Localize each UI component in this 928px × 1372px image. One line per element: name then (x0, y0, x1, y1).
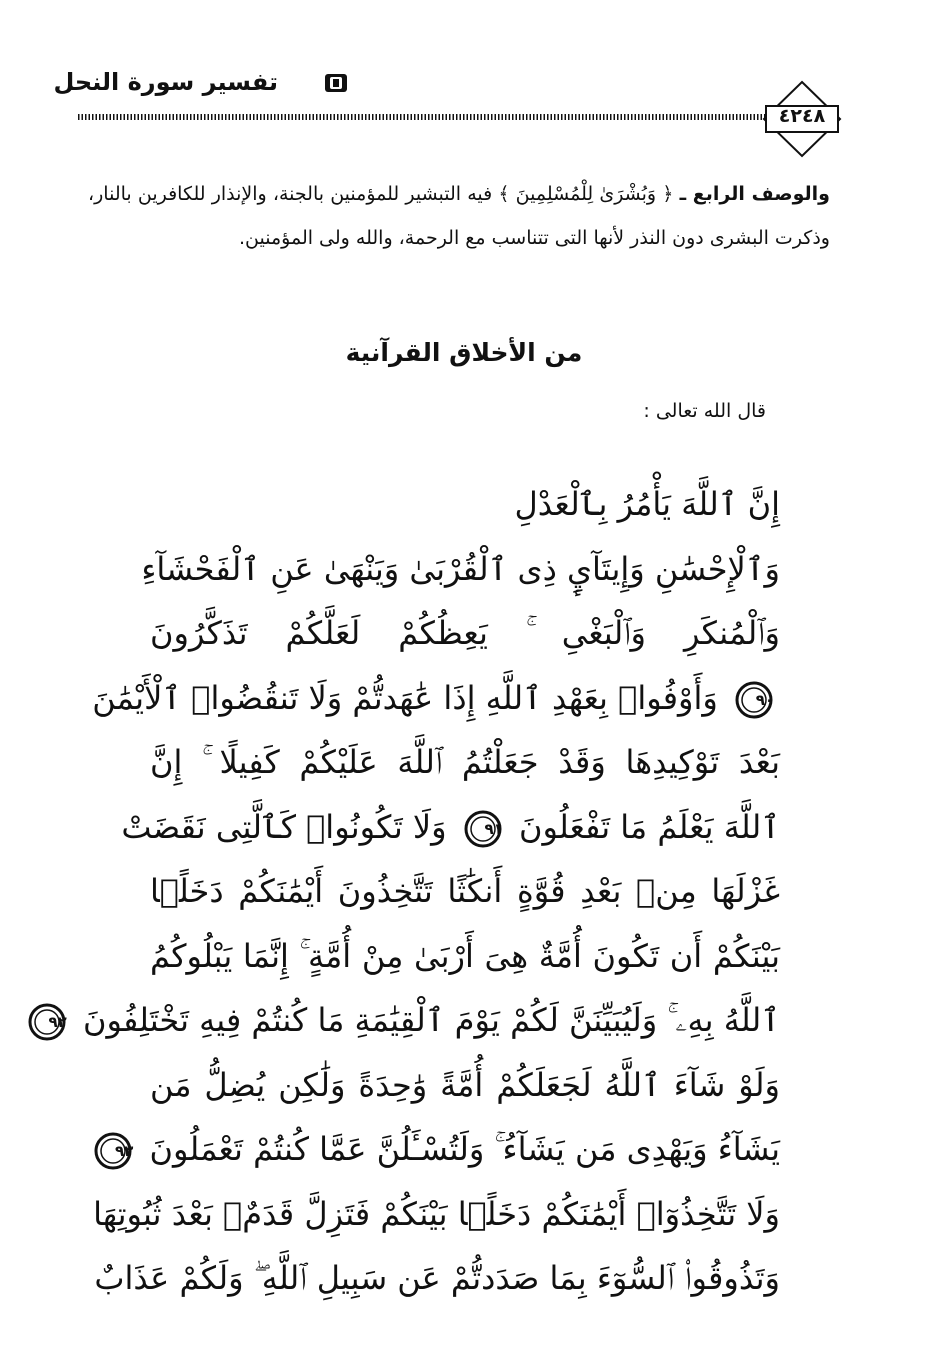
page-number: ٤٢٤٨ (778, 105, 826, 127)
intro-paragraph (88, 172, 830, 260)
quran-line (94, 1246, 780, 1311)
ayah-marker-icon (93, 1131, 133, 1171)
ayah-marker-icon (27, 1002, 67, 1042)
quran-text: يَشَآءُ وَيَهْدِى مَن يَشَآءُ ۚ وَلَتُسْـَٔلُنَّ عَمَّا كُنتُمْ تَعْمَلُونَ (149, 1130, 780, 1168)
quran-text: ٱللَّهُ بِهِۦ ۚ وَلَيُبَيِّنَنَّ لَكُمْ يَوْمَ ٱلْقِيَٰمَةِ مَا كُنتُمْ فِيهِ تَخْتَلِفُونَ (82, 1001, 780, 1039)
ayah-marker-icon (734, 680, 774, 720)
quran-line (150, 859, 780, 924)
ayah-marker-icon (463, 809, 503, 849)
quran-text: بَيْنَكُمْ أَن تَكُونَ أُمَّةٌ هِىَ أَرْبَىٰ مِنْ أُمَّةٍ ۚ إِنَّمَا يَبْلُوكُمُ (150, 936, 780, 975)
quran-text: وَٱلْإِحْسَٰنِ وَإِيتَآيِٕ ذِى ٱلْقُرْبَىٰ وَيَنْهَىٰ عَنِ ٱلْفَحْشَآءِ (141, 549, 780, 588)
quran-line (92, 666, 780, 731)
quran-block (48, 472, 780, 1311)
quran-line (150, 472, 780, 537)
quran-line (150, 601, 780, 666)
quran-line (150, 730, 780, 795)
quran-line (114, 1117, 780, 1182)
quran-text: وَلَا تَكُونُوا۟ كَٱلَّتِى نَقَضَتْ (121, 807, 447, 846)
quran-text: بَعْدَ تَوْكِيدِهَا وَقَدْ جَعَلْتُمُ ٱللَّهَ عَلَيْكُمْ كَفِيلًا ۚ إِنَّ (150, 743, 780, 781)
quran-text: وَأَوْفُوا۟ بِعَهْدِ ٱللَّهِ إِذَا عَٰهَدتُّمْ وَلَا تَنقُضُوا۟ ٱلْأَيْمَٰنَ (92, 678, 718, 717)
quran-text: غَزْلَهَا مِنۢ بَعْدِ قُوَّةٍ أَنكَٰثًا تَتَّخِذُونَ أَيْمَٰنَكُمْ دَخَلًۢا (150, 872, 780, 910)
quran-text: وَٱلْمُنكَرِ وَٱلْبَغْىِ ۚ يَعِظُكُمْ لَعَلَّكُمْ تَذَكَّرُونَ (150, 614, 780, 652)
quran-text: وَلَوْ شَآءَ ٱللَّهُ لَجَعَلَكُمْ أُمَّةً وَٰحِدَةً وَلَٰكِن يُضِلُّ مَن (150, 1065, 780, 1104)
quran-line (141, 537, 780, 602)
quran-text: وَلَا تَتَّخِذُوٓا۟ أَيْمَٰنَكُمْ دَخَلًۢا بَيْنَكُمْ فَتَزِلَّ قَدَمٌۢ بَعْدَ ثُبُوتِهَا (93, 1194, 780, 1233)
page-number-badge (762, 80, 842, 158)
header-ornament-icon (322, 72, 350, 94)
quran-text: وَتَذُوقُوا۟ ٱلسُّوٓءَ بِمَا صَدَدتُّمْ عَن سَبِيلِ ٱللَّهِ ۖ وَلَكُمْ عَذَابٌ (94, 1259, 780, 1297)
header-rule (78, 114, 768, 120)
ayah-number: ٩٠ (755, 690, 774, 709)
section-heading: من الأخلاق القرآنية (345, 338, 583, 367)
quran-line (121, 795, 780, 860)
intro-quote: ﴿ وَبُشْرَىٰ لِلْمُسْلِمِينَ ﴾ (498, 183, 674, 205)
quran-line (48, 988, 780, 1053)
running-title: تفسير سورة النحل (53, 68, 278, 96)
quran-line (150, 1053, 780, 1118)
quran-text: ٱللَّهَ يَعْلَمُ مَا تَفْعَلُونَ (518, 807, 780, 846)
intro-body: فيه التبشير للمؤمنين بالجنة، والإنذار للكافرين بالنار، وذكرت البشرى دون النذر لأنها التى تتناسب مع الرحمة، والله ولى المؤمنين. (88, 183, 830, 249)
quran-line (150, 924, 780, 989)
intro-lead: والوصف الرابع ـ (679, 183, 830, 205)
ayah-number: ٩١ (484, 819, 503, 838)
ayah-number: ٩٢ (48, 1013, 67, 1031)
verse-intro: قال الله تعالى : (643, 400, 766, 422)
quran-line (93, 1182, 780, 1247)
quran-text: إِنَّ ٱللَّهَ يَأْمُرُ بِٱلْعَدْلِ (514, 485, 780, 523)
ayah-number: ٩٣ (114, 1142, 134, 1160)
